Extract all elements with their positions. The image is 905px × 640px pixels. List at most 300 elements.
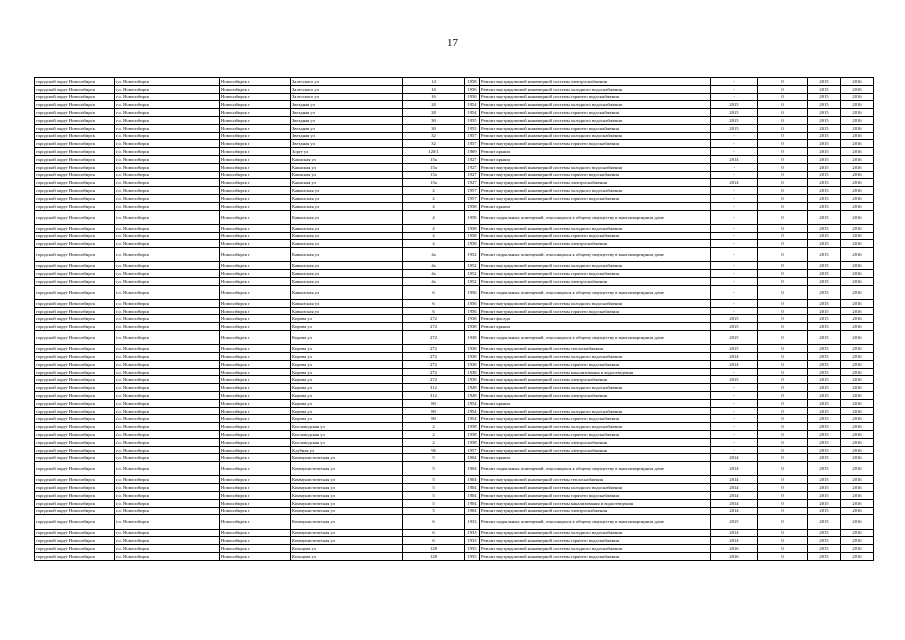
cell-house: 272 — [403, 315, 465, 323]
cell-municipality: г.о. Новосибирск — [115, 331, 220, 345]
table-row — [35, 116, 874, 124]
table-row — [35, 529, 874, 537]
cell-house: 4а — [403, 248, 465, 262]
cell-municipality: г.о. Новосибирск — [115, 116, 220, 124]
cell-house: 5 — [403, 462, 465, 476]
cell-year-built: 1927 — [465, 179, 480, 187]
cell-street: Залесского ул — [291, 93, 403, 101]
cell-work-type: Ремонт внутридомовой инженерной системы электроснабжения — [480, 78, 711, 86]
cell-zero: 0 — [758, 446, 808, 454]
cell-street: Зорге ул — [291, 148, 403, 156]
table-row — [35, 187, 874, 195]
cell-year-to: 2016 — [841, 240, 874, 248]
cell-previous-repair: - — [711, 431, 758, 439]
cell-work-type: Ремонт внутридомовой инженерной системы горячего водоснабжения — [480, 431, 711, 439]
table-row — [35, 307, 874, 315]
cell-year-from: 2015 — [808, 210, 841, 224]
cell-year-built: 1958 — [465, 423, 480, 431]
cell-settlement: Новосибирск г — [220, 179, 291, 187]
cell-previous-repair: - — [711, 307, 758, 315]
cell-district: городской округ Новосибирск — [35, 376, 115, 384]
cell-previous-repair: - — [711, 407, 758, 415]
cell-work-type: Ремонт крыши — [480, 454, 711, 462]
cell-work-type: Ремонт внутридомовой инженерной системы горячего водоснабжения — [480, 492, 711, 500]
cell-settlement: Новосибирск г — [220, 124, 291, 132]
cell-municipality: г.о. Новосибирск — [115, 109, 220, 117]
cell-year-to: 2016 — [841, 140, 874, 148]
cell-previous-repair: - — [711, 148, 758, 156]
cell-work-type: Ремонт фасада — [480, 315, 711, 323]
table-row — [35, 407, 874, 415]
cell-work-type: Ремонт внутридомовой инженерной системы холодного водоснабжения — [480, 132, 711, 140]
cell-municipality: г.о. Новосибирск — [115, 277, 220, 285]
cell-year-built: 1955 — [465, 124, 480, 132]
table-row — [35, 360, 874, 368]
cell-municipality: г.о. Новосибирск — [115, 202, 220, 210]
cell-work-type: Ремонт внутридомовой инженерной системы теплоснабжения — [480, 345, 711, 353]
cell-year-from: 2015 — [808, 537, 841, 545]
cell-year-to: 2016 — [841, 529, 874, 537]
cell-house: 272 — [403, 376, 465, 384]
cell-year-from: 2015 — [808, 492, 841, 500]
cell-municipality: г.о. Новосибирск — [115, 124, 220, 132]
cell-street: Кирова ул — [291, 353, 403, 361]
cell-year-from: 2015 — [808, 148, 841, 156]
cell-year-from: 2015 — [808, 438, 841, 446]
cell-zero: 0 — [758, 545, 808, 553]
cell-work-type: Ремонт внутридомовой инженерной системы горячего водоснабжения — [480, 140, 711, 148]
cell-year-from: 2015 — [808, 132, 841, 140]
cell-municipality: г.о. Новосибирск — [115, 163, 220, 171]
cell-year-from: 2015 — [808, 392, 841, 400]
cell-municipality: г.о. Новосибирск — [115, 545, 220, 553]
cell-year-from: 2015 — [808, 399, 841, 407]
cell-year-to: 2016 — [841, 431, 874, 439]
cell-year-from: 2015 — [808, 323, 841, 331]
cell-street: Звездная ул — [291, 101, 403, 109]
cell-municipality: г.о. Новосибирск — [115, 171, 220, 179]
cell-year-to: 2016 — [841, 232, 874, 240]
cell-work-type: Ремонт подвальных помещений, относящихся к общему имуществу в многоквартирном доме — [480, 285, 711, 299]
table-row — [35, 446, 874, 454]
cell-zero: 0 — [758, 552, 808, 560]
cell-year-built: 1958 — [465, 240, 480, 248]
table-row — [35, 109, 874, 117]
cell-street: Кирова ул — [291, 415, 403, 423]
cell-street: Кирова ул — [291, 399, 403, 407]
table-row — [35, 78, 874, 86]
cell-work-type: Ремонт внутридомовой инженерной системы горячего водоснабжения — [480, 552, 711, 560]
cell-house: 2 — [403, 194, 465, 202]
cell-street: Кирова ул — [291, 407, 403, 415]
cell-year-from: 2015 — [808, 78, 841, 86]
table-body — [35, 78, 874, 561]
cell-previous-repair: 2014 — [711, 462, 758, 476]
cell-settlement: Новосибирск г — [220, 431, 291, 439]
cell-year-from: 2015 — [808, 155, 841, 163]
cell-previous-repair: 2014 — [711, 499, 758, 507]
cell-year-built: 1938 — [465, 331, 480, 345]
table-row — [35, 248, 874, 262]
cell-district: городской округ Новосибирск — [35, 399, 115, 407]
cell-year-from: 2015 — [808, 109, 841, 117]
cell-zero: 0 — [758, 163, 808, 171]
cell-work-type: Ремонт внутридомовой инженерной системы холодного водоснабжения — [480, 353, 711, 361]
cell-year-to: 2016 — [841, 299, 874, 307]
cell-house: 4 — [403, 210, 465, 224]
cell-year-built: 1927 — [465, 155, 480, 163]
cell-house: 4 — [403, 240, 465, 248]
cell-municipality: г.о. Новосибирск — [115, 240, 220, 248]
cell-year-from: 2015 — [808, 187, 841, 195]
cell-previous-repair: 2015 — [711, 323, 758, 331]
table-row — [35, 515, 874, 529]
cell-previous-repair: - — [711, 171, 758, 179]
cell-previous-repair: - — [711, 163, 758, 171]
cell-municipality: г.о. Новосибирск — [115, 368, 220, 376]
cell-house: 16 — [403, 85, 465, 93]
cell-settlement: Новосибирск г — [220, 476, 291, 484]
cell-year-built: 1904 — [465, 484, 480, 492]
cell-work-type: Ремонт внутридомовой инженерной системы канализования и водоотведения — [480, 499, 711, 507]
cell-house: 16 — [403, 93, 465, 101]
cell-district: городской округ Новосибирск — [35, 323, 115, 331]
cell-municipality: г.о. Новосибирск — [115, 210, 220, 224]
cell-work-type: Ремонт внутридомовой инженерной системы холодного водоснабжения — [480, 224, 711, 232]
cell-zero: 0 — [758, 202, 808, 210]
cell-street: Кавказская ул — [291, 277, 403, 285]
cell-house: 312 — [403, 384, 465, 392]
cell-street: Звездная ул — [291, 109, 403, 117]
cell-district: городской округ Новосибирск — [35, 423, 115, 431]
cell-year-to: 2016 — [841, 155, 874, 163]
cell-settlement: Новосибирск г — [220, 492, 291, 500]
cell-previous-repair: 2014 — [711, 155, 758, 163]
cell-street: Кирова ул — [291, 360, 403, 368]
cell-zero: 0 — [758, 353, 808, 361]
cell-zero: 0 — [758, 399, 808, 407]
cell-house: 272 — [403, 353, 465, 361]
cell-previous-repair: 2014 — [711, 529, 758, 537]
cell-settlement: Новосибирск г — [220, 224, 291, 232]
cell-year-built: 1955 — [465, 116, 480, 124]
cell-municipality: г.о. Новосибирск — [115, 232, 220, 240]
cell-settlement: Новосибирск г — [220, 331, 291, 345]
cell-year-to: 2016 — [841, 476, 874, 484]
cell-previous-repair: 2015 — [711, 101, 758, 109]
cell-previous-repair: - — [711, 423, 758, 431]
cell-previous-repair: - — [711, 202, 758, 210]
cell-year-built: 1938 — [465, 315, 480, 323]
cell-zero: 0 — [758, 476, 808, 484]
cell-street: Кирова ул — [291, 345, 403, 353]
cell-house: 6 — [403, 529, 465, 537]
cell-district: городской округ Новосибирск — [35, 202, 115, 210]
cell-work-type: Ремонт внутридомовой инженерной системы холодного водоснабжения — [480, 101, 711, 109]
cell-district: городской округ Новосибирск — [35, 476, 115, 484]
cell-year-to: 2016 — [841, 85, 874, 93]
table-row — [35, 537, 874, 545]
cell-street: Звездная ул — [291, 124, 403, 132]
cell-year-built: 1955 — [465, 545, 480, 553]
cell-settlement: Новосибирск г — [220, 315, 291, 323]
cell-previous-repair: 2014 — [711, 454, 758, 462]
cell-zero: 0 — [758, 368, 808, 376]
cell-zero: 0 — [758, 484, 808, 492]
cell-year-to: 2016 — [841, 492, 874, 500]
cell-zero: 0 — [758, 179, 808, 187]
cell-house: 4а — [403, 262, 465, 270]
cell-year-from: 2015 — [808, 529, 841, 537]
cell-year-to: 2016 — [841, 202, 874, 210]
cell-street: Кавказская ул — [291, 270, 403, 278]
cell-year-built: 1927 — [465, 171, 480, 179]
cell-previous-repair: 2014 — [711, 179, 758, 187]
cell-year-to: 2016 — [841, 537, 874, 545]
table-row — [35, 171, 874, 179]
cell-work-type: Ремонт внутридомовой инженерной системы электроснабжения — [480, 179, 711, 187]
cell-house: 15а — [403, 179, 465, 187]
cell-house: 15а — [403, 163, 465, 171]
cell-zero: 0 — [758, 415, 808, 423]
table-row — [35, 431, 874, 439]
table-row — [35, 384, 874, 392]
cell-municipality: г.о. Новосибирск — [115, 360, 220, 368]
table-row — [35, 232, 874, 240]
cell-zero: 0 — [758, 232, 808, 240]
cell-year-to: 2016 — [841, 423, 874, 431]
cell-year-built: 1969 — [465, 148, 480, 156]
cell-house: 6 — [403, 515, 465, 529]
cell-year-built: 1927 — [465, 163, 480, 171]
cell-district: городской округ Новосибирск — [35, 78, 115, 86]
cell-work-type: Ремонт внутридомовой инженерной системы холодного водоснабжения — [480, 299, 711, 307]
cell-previous-repair: - — [711, 299, 758, 307]
cell-street: Кавказская ул — [291, 285, 403, 299]
cell-street: Кавказская ул — [291, 224, 403, 232]
cell-street: Кисловодская ул — [291, 431, 403, 439]
cell-settlement: Новосибирск г — [220, 163, 291, 171]
cell-year-to: 2016 — [841, 552, 874, 560]
table-row — [35, 545, 874, 553]
cell-work-type: Ремонт внутридомовой инженерной системы холодного водоснабжения — [480, 407, 711, 415]
cell-year-built: 1948 — [465, 392, 480, 400]
cell-municipality: г.о. Новосибирск — [115, 454, 220, 462]
cell-year-to: 2016 — [841, 93, 874, 101]
cell-house: 5 — [403, 492, 465, 500]
cell-municipality: г.о. Новосибирск — [115, 285, 220, 299]
cell-house: 5 — [403, 476, 465, 484]
cell-previous-repair: - — [711, 240, 758, 248]
table-row — [35, 415, 874, 423]
cell-year-built: 1954 — [465, 101, 480, 109]
cell-previous-repair: - — [711, 210, 758, 224]
table-row — [35, 179, 874, 187]
cell-zero: 0 — [758, 423, 808, 431]
cell-work-type: Ремонт внутридомовой инженерной системы электроснабжения — [480, 240, 711, 248]
cell-zero: 0 — [758, 315, 808, 323]
cell-district: городской округ Новосибирск — [35, 155, 115, 163]
cell-district: городской округ Новосибирск — [35, 85, 115, 93]
cell-year-from: 2015 — [808, 484, 841, 492]
cell-year-from: 2015 — [808, 285, 841, 299]
cell-year-built: 1933 — [465, 529, 480, 537]
table-row — [35, 240, 874, 248]
cell-previous-repair: - — [711, 224, 758, 232]
cell-settlement: Новосибирск г — [220, 232, 291, 240]
cell-municipality: г.о. Новосибирск — [115, 148, 220, 156]
cell-previous-repair: - — [711, 415, 758, 423]
cell-zero: 0 — [758, 224, 808, 232]
cell-year-built: 1904 — [465, 492, 480, 500]
cell-zero: 0 — [758, 515, 808, 529]
cell-house: 5 — [403, 484, 465, 492]
cell-year-to: 2016 — [841, 277, 874, 285]
table-row — [35, 552, 874, 560]
cell-zero: 0 — [758, 454, 808, 462]
cell-year-to: 2016 — [841, 545, 874, 553]
cell-district: городской округ Новосибирск — [35, 454, 115, 462]
cell-settlement: Новосибирск г — [220, 515, 291, 529]
cell-house: 30 — [403, 124, 465, 132]
cell-street: Коммунистическая ул — [291, 537, 403, 545]
cell-zero: 0 — [758, 384, 808, 392]
cell-year-built: 1958 — [465, 78, 480, 86]
cell-street: Кирова ул — [291, 392, 403, 400]
cell-year-to: 2016 — [841, 124, 874, 132]
cell-municipality: г.о. Новосибирск — [115, 270, 220, 278]
cell-house: 6 — [403, 537, 465, 545]
cell-street: Кисловодская ул — [291, 438, 403, 446]
cell-house: 15а — [403, 155, 465, 163]
cell-settlement: Новосибирск г — [220, 345, 291, 353]
cell-year-built: 1938 — [465, 323, 480, 331]
table-row — [35, 492, 874, 500]
cell-municipality: г.о. Новосибирск — [115, 431, 220, 439]
cell-previous-repair: - — [711, 384, 758, 392]
cell-zero: 0 — [758, 78, 808, 86]
cell-street: Коммунистическая ул — [291, 507, 403, 515]
cell-settlement: Новосибирск г — [220, 545, 291, 553]
cell-settlement: Новосибирск г — [220, 262, 291, 270]
table-row — [35, 345, 874, 353]
cell-house: 272 — [403, 360, 465, 368]
cell-district: городской округ Новосибирск — [35, 462, 115, 476]
cell-year-to: 2016 — [841, 262, 874, 270]
cell-year-from: 2015 — [808, 476, 841, 484]
cell-municipality: г.о. Новосибирск — [115, 529, 220, 537]
cell-year-from: 2015 — [808, 376, 841, 384]
cell-street: Звездная ул — [291, 140, 403, 148]
cell-work-type: Ремонт внутридомовой инженерной системы горячего водоснабжения — [480, 109, 711, 117]
cell-previous-repair: - — [711, 368, 758, 376]
cell-year-from: 2015 — [808, 462, 841, 476]
cell-street: Каинская ул — [291, 163, 403, 171]
cell-district: городской округ Новосибирск — [35, 194, 115, 202]
cell-settlement: Новосибирск г — [220, 415, 291, 423]
cell-year-built: 1904 — [465, 499, 480, 507]
cell-work-type: Ремонт внутридомовой инженерной системы горячего водоснабжения — [480, 124, 711, 132]
cell-district: городской округ Новосибирск — [35, 270, 115, 278]
table-row — [35, 277, 874, 285]
table-row — [35, 155, 874, 163]
cell-district: городской округ Новосибирск — [35, 315, 115, 323]
cell-year-from: 2015 — [808, 85, 841, 93]
cell-work-type: Ремонт внутридомовой инженерной системы холодного водоснабжения — [480, 163, 711, 171]
cell-year-built: 1956 — [465, 307, 480, 315]
cell-year-to: 2016 — [841, 360, 874, 368]
cell-street: Кирова ул — [291, 315, 403, 323]
cell-zero: 0 — [758, 499, 808, 507]
cell-municipality: г.о. Новосибирск — [115, 101, 220, 109]
cell-street: Звездная ул — [291, 132, 403, 140]
cell-year-built: 1938 — [465, 353, 480, 361]
cell-year-to: 2016 — [841, 331, 874, 345]
table-row — [35, 101, 874, 109]
cell-district: городской округ Новосибирск — [35, 240, 115, 248]
cell-year-from: 2015 — [808, 331, 841, 345]
cell-municipality: г.о. Новосибирск — [115, 407, 220, 415]
cell-house: 120/1 — [403, 148, 465, 156]
cell-district: городской округ Новосибирск — [35, 93, 115, 101]
cell-year-built: 1956 — [465, 285, 480, 299]
cell-settlement: Новосибирск г — [220, 499, 291, 507]
cell-house: 312 — [403, 392, 465, 400]
cell-street: Коммунистическая ул — [291, 499, 403, 507]
cell-district: городской округ Новосибирск — [35, 232, 115, 240]
cell-settlement: Новосибирск г — [220, 323, 291, 331]
cell-municipality: г.о. Новосибирск — [115, 262, 220, 270]
cell-settlement: Новосибирск г — [220, 537, 291, 545]
cell-work-type: Ремонт подвальных помещений, относящихся к общему имуществу в многоквартирном доме — [480, 210, 711, 224]
cell-previous-repair: 2015 — [711, 124, 758, 132]
cell-street: Каинская ул — [291, 155, 403, 163]
cell-year-to: 2016 — [841, 224, 874, 232]
cell-street: Кавказская ул — [291, 202, 403, 210]
cell-district: городской округ Новосибирск — [35, 415, 115, 423]
cell-district: городской округ Новосибирск — [35, 163, 115, 171]
table-row — [35, 124, 874, 132]
cell-zero: 0 — [758, 155, 808, 163]
cell-zero: 0 — [758, 101, 808, 109]
cell-house: 4 — [403, 202, 465, 210]
cell-year-to: 2016 — [841, 345, 874, 353]
cell-district: городской округ Новосибирск — [35, 431, 115, 439]
cell-settlement: Новосибирск г — [220, 353, 291, 361]
cell-year-to: 2016 — [841, 384, 874, 392]
table-row — [35, 202, 874, 210]
cell-year-from: 2015 — [808, 240, 841, 248]
table-row — [35, 423, 874, 431]
cell-district: городской округ Новосибирск — [35, 537, 115, 545]
cell-year-from: 2015 — [808, 353, 841, 361]
cell-district: городской округ Новосибирск — [35, 277, 115, 285]
cell-municipality: г.о. Новосибирск — [115, 476, 220, 484]
table-row — [35, 323, 874, 331]
cell-year-to: 2016 — [841, 248, 874, 262]
cell-municipality: г.о. Новосибирск — [115, 140, 220, 148]
cell-settlement: Новосибирск г — [220, 109, 291, 117]
cell-previous-repair: 2014 — [711, 476, 758, 484]
cell-year-built: 1955 — [465, 552, 480, 560]
cell-work-type: Ремонт внутридомовой инженерной системы холодного водоснабжения — [480, 85, 711, 93]
cell-year-to: 2016 — [841, 315, 874, 323]
cell-year-from: 2015 — [808, 499, 841, 507]
cell-previous-repair: 2014 — [711, 353, 758, 361]
cell-municipality: г.о. Новосибирск — [115, 179, 220, 187]
cell-zero: 0 — [758, 171, 808, 179]
cell-municipality: г.о. Новосибирск — [115, 307, 220, 315]
